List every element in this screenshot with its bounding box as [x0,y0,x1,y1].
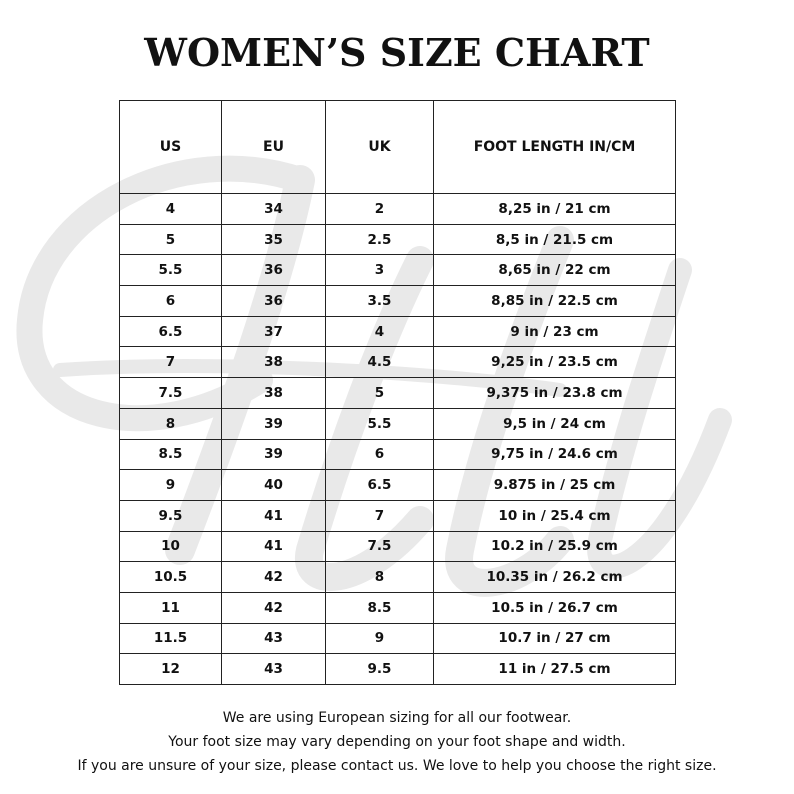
table-row [120,347,676,378]
cell-uk: 7 [326,500,434,531]
table-row [120,654,676,685]
table-row [120,562,676,593]
cell-eu: 38 [222,378,326,409]
cell-uk: 3.5 [326,286,434,317]
column-header-foot-length: FOOT LENGTH IN/CM [434,101,676,194]
cell-eu: 41 [222,500,326,531]
column-header-eu: EU [222,101,326,194]
cell-foot-length: 10.35 in / 26.2 cm [434,562,676,593]
cell-foot-length: 8,85 in / 22.5 cm [434,286,676,317]
cell-foot-length: 9,75 in / 24.6 cm [434,439,676,470]
page-title: WOMEN’S SIZE CHART [144,30,650,75]
cell-us: 5.5 [120,255,222,286]
table-row [120,255,676,286]
table-row [120,623,676,654]
cell-us: 8 [120,408,222,439]
cell-us: 6.5 [120,316,222,347]
cell-eu: 36 [222,255,326,286]
cell-eu: 38 [222,347,326,378]
table-row [120,470,676,501]
table-row [120,439,676,470]
cell-foot-length: 10 in / 25.4 cm [434,500,676,531]
cell-us: 11 [120,592,222,623]
cell-foot-length: 11 in / 27.5 cm [434,654,676,685]
table-row [120,531,676,562]
cell-foot-length: 9,5 in / 24 cm [434,408,676,439]
cell-foot-length: 9,25 in / 23.5 cm [434,347,676,378]
cell-uk: 3 [326,255,434,286]
table-row [120,286,676,317]
cell-uk: 9.5 [326,654,434,685]
cell-uk: 6 [326,439,434,470]
cell-uk: 5.5 [326,408,434,439]
table-header-row [120,101,676,194]
table-row [120,194,676,225]
table-row [120,224,676,255]
footer-note-sizing: We are using European sizing for all our footwear. [222,710,572,726]
cell-us: 9.5 [120,500,222,531]
cell-eu: 42 [222,592,326,623]
cell-uk: 7.5 [326,531,434,562]
cell-us: 6 [120,286,222,317]
cell-foot-length: 10.7 in / 27 cm [434,623,676,654]
cell-eu: 39 [222,408,326,439]
cell-us: 11.5 [120,623,222,654]
footer-note-variation: Your foot size may vary depending on your foot shape and width. [168,734,626,750]
column-header-uk: UK [326,101,434,194]
table-row [120,500,676,531]
cell-eu: 35 [222,224,326,255]
cell-eu: 43 [222,623,326,654]
cell-uk: 8.5 [326,592,434,623]
cell-us: 9 [120,470,222,501]
cell-eu: 41 [222,531,326,562]
cell-eu: 40 [222,470,326,501]
cell-foot-length: 8,5 in / 21.5 cm [434,224,676,255]
cell-uk: 2.5 [326,224,434,255]
table-row [120,408,676,439]
cell-uk: 4.5 [326,347,434,378]
cell-uk: 5 [326,378,434,409]
cell-us: 10.5 [120,562,222,593]
cell-eu: 37 [222,316,326,347]
footer-note-contact: If you are unsure of your size, please contact us. We love to help you choose the right size. [77,758,717,774]
cell-foot-length: 9.875 in / 25 cm [434,470,676,501]
cell-foot-length: 8,25 in / 21 cm [434,194,676,225]
cell-us: 7 [120,347,222,378]
footer-notes [0,706,794,778]
cell-uk: 9 [326,623,434,654]
cell-foot-length: 9 in / 23 cm [434,316,676,347]
cell-us: 5 [120,224,222,255]
cell-us: 7.5 [120,378,222,409]
cell-us: 10 [120,531,222,562]
cell-foot-length: 9,375 in / 23.8 cm [434,378,676,409]
cell-us: 8.5 [120,439,222,470]
cell-uk: 8 [326,562,434,593]
cell-foot-length: 10.5 in / 26.7 cm [434,592,676,623]
cell-uk: 4 [326,316,434,347]
column-header-us: US [120,101,222,194]
cell-us: 4 [120,194,222,225]
cell-uk: 6.5 [326,470,434,501]
table-row [120,592,676,623]
cell-foot-length: 8,65 in / 22 cm [434,255,676,286]
cell-eu: 39 [222,439,326,470]
cell-eu: 36 [222,286,326,317]
cell-eu: 43 [222,654,326,685]
cell-us: 12 [120,654,222,685]
size-chart-table [119,100,676,685]
table-row [120,378,676,409]
cell-eu: 34 [222,194,326,225]
cell-foot-length: 10.2 in / 25.9 cm [434,531,676,562]
cell-eu: 42 [222,562,326,593]
cell-uk: 2 [326,194,434,225]
table-row [120,316,676,347]
